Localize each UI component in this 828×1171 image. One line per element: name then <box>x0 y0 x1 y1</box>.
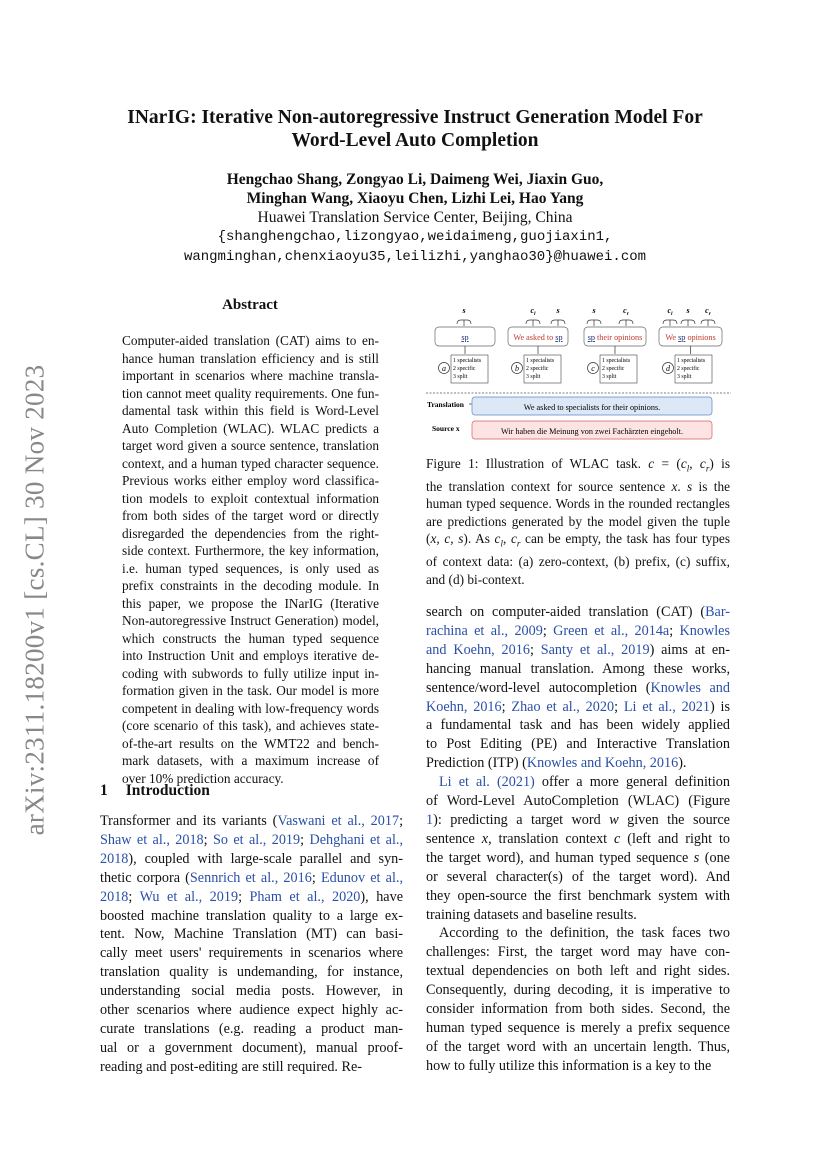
caption-line: (x, c, s). As $c_l$, $c_r$ can be empty, the task has four types <box>426 531 730 549</box>
authors-line: Hengchao Shang, Zongyao Li, Daimeng Wei, Jiaxin Guo, <box>226 171 604 188</box>
citation-link[interactable]: Bar- <box>705 604 730 620</box>
body-line: other scenarios where audience expect highly ac- <box>100 1002 403 1019</box>
math-symbol: c <box>510 531 517 547</box>
abstract-line: formation given in the task. Our model is more <box>122 683 379 698</box>
abstract-line: tion cannot meet quality requirements. One fun- <box>122 385 379 401</box>
math-symbol: c <box>614 830 621 847</box>
body-line: rachina et al., 2009; Green et al., 2014a; Knowles <box>426 622 730 639</box>
abstract-line: tion models to exploit contextual information <box>122 490 379 506</box>
abstract-line: disregarded the dependencies from the right- <box>122 525 379 541</box>
citation-link[interactable]: So et al., 2019 <box>213 831 301 848</box>
citation-link[interactable]: Sennrich et al., 2016 <box>189 869 312 886</box>
arxiv-identifier: arXiv:2311.18200v1 [cs.CL] 30 Nov 2023 <box>19 364 50 836</box>
body-line: search on computer-aided translation (CAT) (Bar- <box>426 604 730 620</box>
panel-label: d <box>666 364 670 373</box>
title-line: INarIG: Iterative Non-autoregressive Instruct Generation Model For <box>127 107 703 128</box>
body-line: the target word), and human typed sequence s (one <box>426 849 730 866</box>
body-line: Shaw et al., 2018; So et al., 2019; Dehghani et al., <box>100 831 403 848</box>
body-line: Koehn, 2016; Zhao et al., 2020; Li et al., 2021) is <box>426 698 731 715</box>
body-line: boosted machine translation quality to a large ex- <box>100 907 403 924</box>
citation-link[interactable]: Li et al. (2021) <box>439 774 535 791</box>
authors <box>90 170 740 208</box>
source-label: Source x <box>432 424 460 433</box>
abstract-line: hance human translation efficiency and is still <box>122 350 379 366</box>
author-emails <box>90 228 740 267</box>
body-line: sentence/word-level autocompletion (Knowles and <box>426 679 730 696</box>
math-subscript: r <box>516 538 521 549</box>
citation-link[interactable]: Edunov et al., <box>320 869 403 886</box>
body-line: thetic corpora (Sennrich et al., 2016; Edunov et al., <box>100 869 403 886</box>
math-symbol: x <box>671 479 678 495</box>
body-line: they open-source the first benchmark system with <box>426 887 730 904</box>
body-line: Transformer and its variants (Vaswani et al., 2017; <box>100 813 404 829</box>
math-symbol: c <box>648 456 655 471</box>
citation-link[interactable]: Vaswani et al., 2017 <box>277 813 400 829</box>
affiliation: Huawei Translation Service Center, Beijing, China <box>257 209 573 226</box>
citation-link[interactable]: Li et al., 2021 <box>623 698 710 715</box>
email-line: {shanghengchao,lizongyao,weidaimeng,guojiaxin1, <box>217 229 613 245</box>
citation-link[interactable]: 1 <box>426 811 434 828</box>
source-text: Wir haben die Meinung von zwei Fachärzten eingeholt. <box>500 427 684 436</box>
title-line: Word-Level Auto Completion <box>291 130 539 151</box>
math-subscript: r <box>705 463 710 474</box>
panel-label: b <box>515 364 519 373</box>
prediction-text: We sp opinions <box>665 333 716 342</box>
candidate-item: 1 specialists <box>602 358 631 364</box>
math-symbol: s <box>687 479 693 495</box>
candidate-item: 2 specific <box>677 366 700 372</box>
math-symbol: c <box>680 456 687 471</box>
abstract-line: competent in dealing with low-frequency words <box>122 700 379 716</box>
candidate-item: 3 split <box>453 374 468 380</box>
abstract-line: (core scenario of this task), and achieves state- <box>122 718 379 733</box>
math-symbol: w <box>609 811 619 828</box>
candidate-item: 2 specific <box>526 366 549 372</box>
right-column-text <box>426 603 730 1076</box>
abstract-line: into Instruction Unit and employs iterative de- <box>122 648 379 663</box>
body-line: and Koehn, 2016; Santy et al., 2019) aims at en- <box>426 641 730 658</box>
email-line: wangminghan,chenxiaoyu35,leilizhi,yanghao30}@huawei.com <box>183 248 647 265</box>
abstract-line: mark datasets, with a maximum increase of <box>122 753 379 768</box>
abstract-line: damental task within this field is Word-Level <box>122 403 379 418</box>
paper-title <box>90 106 740 152</box>
context-symbol: $c_l$ <box>667 306 673 317</box>
citation-link[interactable]: Knowles <box>679 622 730 639</box>
abstract-line: this paper, we propose the INarIG (Iterative <box>122 595 379 611</box>
candidate-item: 1 specialists <box>526 358 555 364</box>
body-line: tent. Now, Machine Translation (MT) can basi- <box>100 926 403 943</box>
abstract-line: Computer-aided translation (CAT) aims to en- <box>122 333 379 348</box>
body-line: textual dependencies on both left and right sides. <box>426 963 730 980</box>
citation-link[interactable]: Koehn, 2016 <box>426 698 502 715</box>
caption-line: of context data: (a) zero-context, (b) prefix, (c) suffix, <box>426 554 730 570</box>
caption-line: are predictions generated by the model given the tuple <box>426 513 730 529</box>
prediction-text: sp their opinions <box>587 333 643 342</box>
body-line: reading and post-editing are still required. Re- <box>100 1058 362 1075</box>
body-line: how to fully utilize this information is a key to the <box>426 1057 712 1074</box>
panel-label: a <box>442 364 446 373</box>
body-line: ual or a government document), manual proof- <box>100 1039 403 1056</box>
authors-line: Minghan Wang, Xiaoyu Chen, Lizhi Lei, Hao Yang <box>246 190 584 207</box>
math-symbol: s <box>693 849 700 866</box>
math-subscript: l <box>500 538 503 549</box>
candidate-item: 1 specialists <box>677 358 706 364</box>
abstract-line: prefix constraints in the decoding module. In <box>122 578 379 593</box>
abstract-body <box>122 332 379 787</box>
citation-link[interactable]: Wu et al., 2019 <box>139 888 239 905</box>
caption-line: the translation context for source sentence x. s is the <box>426 479 730 495</box>
citation-link[interactable]: Pham et al., 2020 <box>249 888 361 905</box>
citation-link[interactable]: Zhao et al., 2020 <box>511 698 615 715</box>
body-line: cally meet users' requirements in scenarios where <box>100 945 403 962</box>
math-subscript: l <box>686 463 690 474</box>
math-symbol: x <box>481 830 489 847</box>
candidate-item: 1 specialists <box>453 358 482 364</box>
body-line: a fundamental task and has been widely applied <box>426 717 730 734</box>
citation-link[interactable]: Knowles and <box>650 679 730 696</box>
citation-link[interactable]: Santy et al., 2019 <box>540 641 650 658</box>
abstract-line: target word given a source sentence, translation <box>122 438 379 453</box>
abstract-line: from both sides of the target word or directly <box>122 508 379 523</box>
citation-link[interactable]: Shaw et al., 2018 <box>100 831 204 848</box>
math-symbol: c <box>494 531 501 547</box>
body-line: of the target word with an uncertain length. Thus, <box>426 1038 730 1055</box>
context-symbol: s <box>462 306 466 315</box>
body-line: Li et al. (2021) offer a more general definition <box>439 774 730 791</box>
abstract-line: Auto Completion (WLAC). WLAC predicts a <box>122 420 379 436</box>
body-line: or several character(s) of the target word). And <box>426 868 730 885</box>
prediction-text: sp <box>461 333 469 342</box>
caption-line: and (d) bi-context. <box>426 571 525 587</box>
abstract-line: important in scenarios where machine transla- <box>122 368 379 383</box>
candidate-item: 3 split <box>677 374 692 380</box>
abstract-line: side context. Furthermore, the key information, <box>122 543 379 558</box>
candidate-item: 2 specific <box>453 366 476 372</box>
body-line: curate translations (e.g. reading a product man- <box>100 1020 403 1037</box>
abstract-line: i.e. human typed sequences, is only used as <box>122 560 379 576</box>
citation-link[interactable]: 2018 <box>100 850 129 867</box>
body-line: 2018; Wu et al., 2019; Pham et al., 2020), have <box>100 888 403 905</box>
body-line: to Post Editing (PE) and Interactive Translation <box>426 736 730 753</box>
context-symbol: $c_r$ <box>623 306 629 317</box>
context-symbol: s <box>686 306 690 315</box>
body-line: hancing manual translation. Among these works, <box>426 660 730 677</box>
abstract-line: over 10% prediction accuracy. <box>122 770 284 786</box>
math-symbol: x, c, s <box>430 531 464 547</box>
body-line: translation quality is undemanding, for instance, <box>100 964 403 981</box>
citation-link[interactable]: Knowles and Koehn, 2016 <box>526 755 679 772</box>
section-title: Introduction <box>125 782 210 799</box>
translation-text: We asked to specialists for their opinions. <box>523 403 661 412</box>
body-line: consider information from both sides. Second, the <box>426 1001 730 1018</box>
body-line: of Word-Level AutoCompletion (WLAC) (Figure <box>426 793 730 810</box>
abstract-heading: Abstract <box>222 297 278 313</box>
citation-link[interactable]: 2018 <box>100 888 129 905</box>
citation-link[interactable]: Dehghani et al., <box>309 831 403 848</box>
abstract-line: Previous works either employ word classifica- <box>122 473 379 488</box>
candidate-item: 2 specific <box>602 366 625 372</box>
body-line: sentence x, translation context c (left and right to <box>426 830 730 847</box>
body-line: According to the definition, the task faces two <box>439 925 730 942</box>
body-line: 2018), coupled with large-scale parallel and syn- <box>100 850 403 867</box>
section-heading-introduction <box>100 782 210 800</box>
body-line: training datasets and baseline results. <box>426 906 637 923</box>
candidate-item: 3 split <box>602 374 617 380</box>
citation-link[interactable]: Green et al., 2014a <box>553 622 670 639</box>
context-symbol: $c_r$ <box>705 306 711 317</box>
figure-caption <box>426 455 730 588</box>
abstract-line: which constructs the human typed sequence <box>122 630 379 646</box>
caption-line: Figure 1: Illustration of WLAC task. $c = (c_l$, $c_r$) is <box>426 456 730 474</box>
abstract-line: of-the-art results on the WMT22 and bench- <box>122 735 379 751</box>
panel-label: c <box>591 364 595 373</box>
caption-line: human typed sequence. Words in the rounded rectangles <box>426 496 730 512</box>
translation-label: Translation <box>427 400 464 409</box>
body-line: challenges: First, the target word may have con- <box>426 944 730 961</box>
left-column-text <box>100 812 403 1077</box>
citation-link[interactable]: rachina et al., 2009 <box>426 622 543 639</box>
math-symbol: c <box>699 456 706 471</box>
prediction-text: We asked to sp <box>513 333 563 342</box>
abstract-line: coding with subwords to fully utilize input in- <box>122 665 379 681</box>
body-line: human typed sequence is merely a prefix sequence <box>426 1019 730 1036</box>
abstract-line: Non-autoregressive Instruct Generation) model, <box>122 613 379 628</box>
citation-link[interactable]: and Koehn, 2016 <box>426 641 530 658</box>
body-line: 1): predicting a target word w given the source <box>426 811 730 828</box>
context-symbol: s <box>592 306 596 315</box>
abstract-line: context, and a human typed character sequence. <box>122 455 379 471</box>
section-number: 1 <box>100 782 108 799</box>
body-line: understanding social media posts. However, in <box>100 983 403 1000</box>
body-line: Prediction (ITP) (Knowles and Koehn, 2016). <box>426 755 687 772</box>
body-line: Consequently, during decoding, it is imperative to <box>426 982 730 999</box>
wlac-illustration-figure <box>426 300 731 448</box>
context-symbol: s <box>556 306 560 315</box>
context-symbol: $c_l$ <box>530 306 536 317</box>
candidate-item: 3 split <box>526 374 541 380</box>
